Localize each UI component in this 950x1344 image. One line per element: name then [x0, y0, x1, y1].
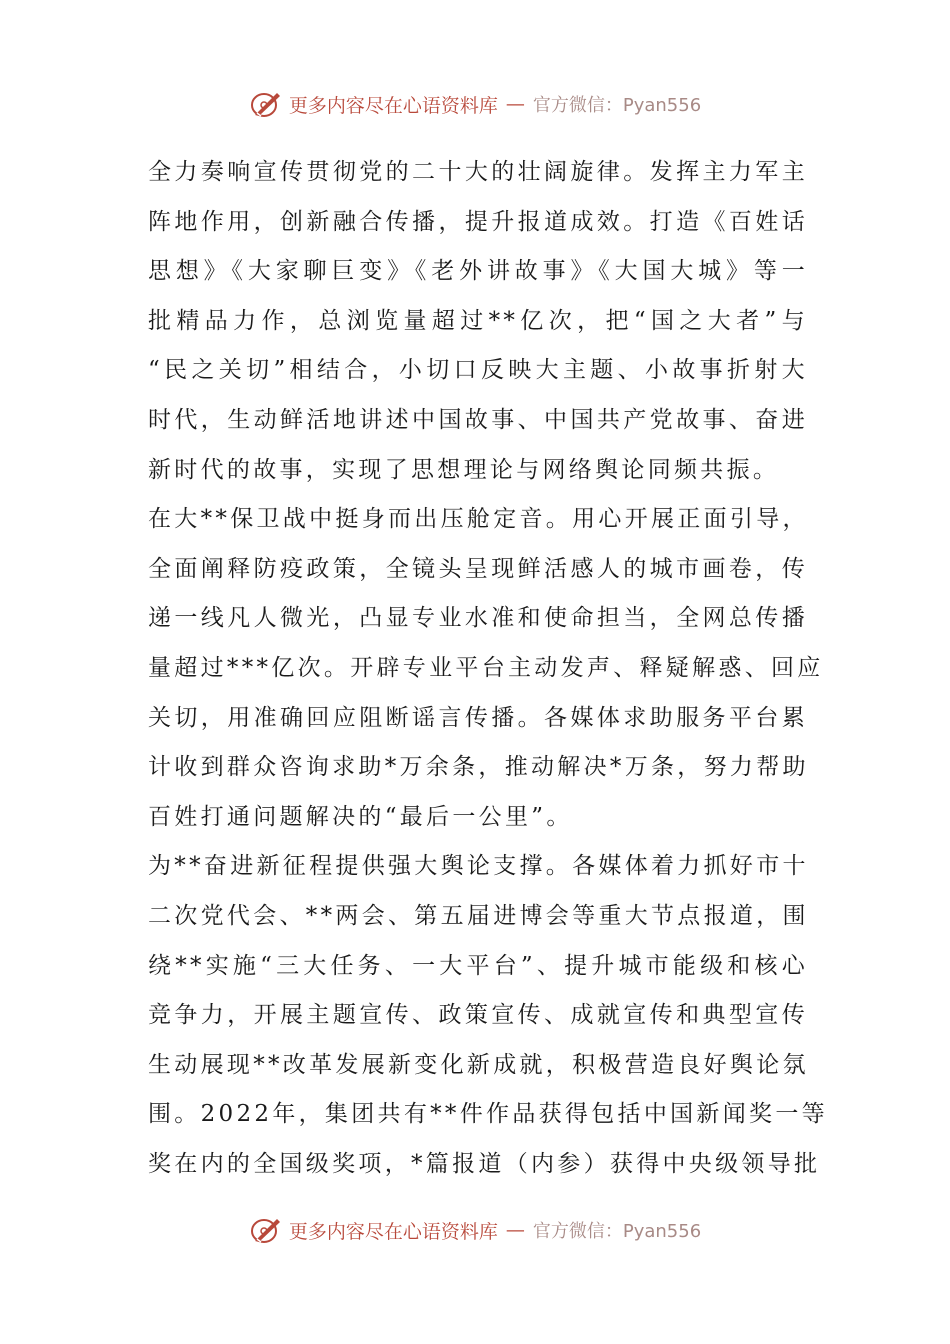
paragraph: [148, 148, 808, 495]
watermark-separator: —: [505, 1219, 525, 1241]
paragraph: [148, 495, 824, 842]
paragraph: [148, 842, 828, 1189]
text-line: 在大**保卫战中挺身而出压舱定音。用心开展正面引导，: [148, 506, 809, 533]
text-line: 新时代的故事，实现了思想理论与网络舆论同频共振。: [148, 456, 780, 483]
text-line: 计收到群众咨询求助*万余条，推动解决*万条，努力帮助: [148, 754, 809, 781]
watermark-separator: —: [505, 93, 525, 115]
text-line: 生动展现**改革发展新变化新成就，积极营造良好舆论氛: [148, 1051, 809, 1078]
watermark-official-account: 官方微信：Pyan556: [532, 95, 702, 116]
text-line: 绕**实施“三大任务、一大平台”、提升城市能级和核心: [148, 952, 808, 979]
text-line: 关切，用准确回应阻断谣言传播。各媒体求助服务平台累: [148, 704, 808, 731]
header-watermark: [0, 84, 950, 124]
text-line: 思想》《大家聊巨变》《老外讲故事》《大国大城》等一: [148, 258, 808, 285]
text-line: 批精品力作，总浏览量超过**亿次，把“国之大者”与: [148, 307, 808, 334]
text-line: 二次党代会、**两会、第五届进博会等重大节点报道，围: [148, 902, 809, 929]
text-line: 围。2022年，集团共有**件作品获得包括中国新闻奖一等: [148, 1101, 828, 1128]
text-line: 全面阐释防疫政策，全镜头呈现鲜活感人的城市画卷，传: [148, 555, 808, 582]
text-line: 全力奏响宣传贯彻党的二十大的壮阔旋律。发挥主力军主: [148, 159, 808, 185]
document-body: [148, 148, 828, 1189]
text-line: 量超过***亿次。开辟专业平台主动发声、释疑解惑、回应: [148, 654, 824, 681]
text-line: 递一线凡人微光，凸显专业水准和使命担当，全网总传播: [148, 605, 808, 632]
watermark-group: [249, 1215, 701, 1245]
text-line: 时代，生动鲜活地讲述中国故事、中国共产党故事、奋进: [148, 406, 808, 433]
watermark-text: 更多内容尽在心语资料库: [288, 1220, 498, 1243]
quill-pen-logo-icon: [249, 89, 283, 119]
footer-watermark: [0, 1210, 950, 1250]
watermark-text: 更多内容尽在心语资料库: [288, 94, 498, 117]
quill-pen-logo-icon: [249, 1215, 283, 1245]
text-line: 百姓打通问题解决的“最后一公里”。: [148, 803, 573, 830]
watermark-official-account: 官方微信：Pyan556: [532, 1221, 702, 1242]
text-line: 为**奋进新征程提供强大舆论支撑。各媒体着力抓好市十: [148, 853, 809, 880]
text-line: 奖在内的全国级奖项，*篇报道（内参）获得中央级领导批: [148, 1150, 821, 1177]
watermark-group: [249, 89, 701, 119]
text-line: “民之关切”相结合，小切口反映大主题、小故事折射大: [148, 357, 808, 384]
text-line: 竞争力，开展主题宣传、政策宣传、成就宣传和典型宣传: [148, 1002, 808, 1029]
text-line: 阵地作用，创新融合传播，提升报道成效。打造《百姓话: [148, 208, 808, 235]
